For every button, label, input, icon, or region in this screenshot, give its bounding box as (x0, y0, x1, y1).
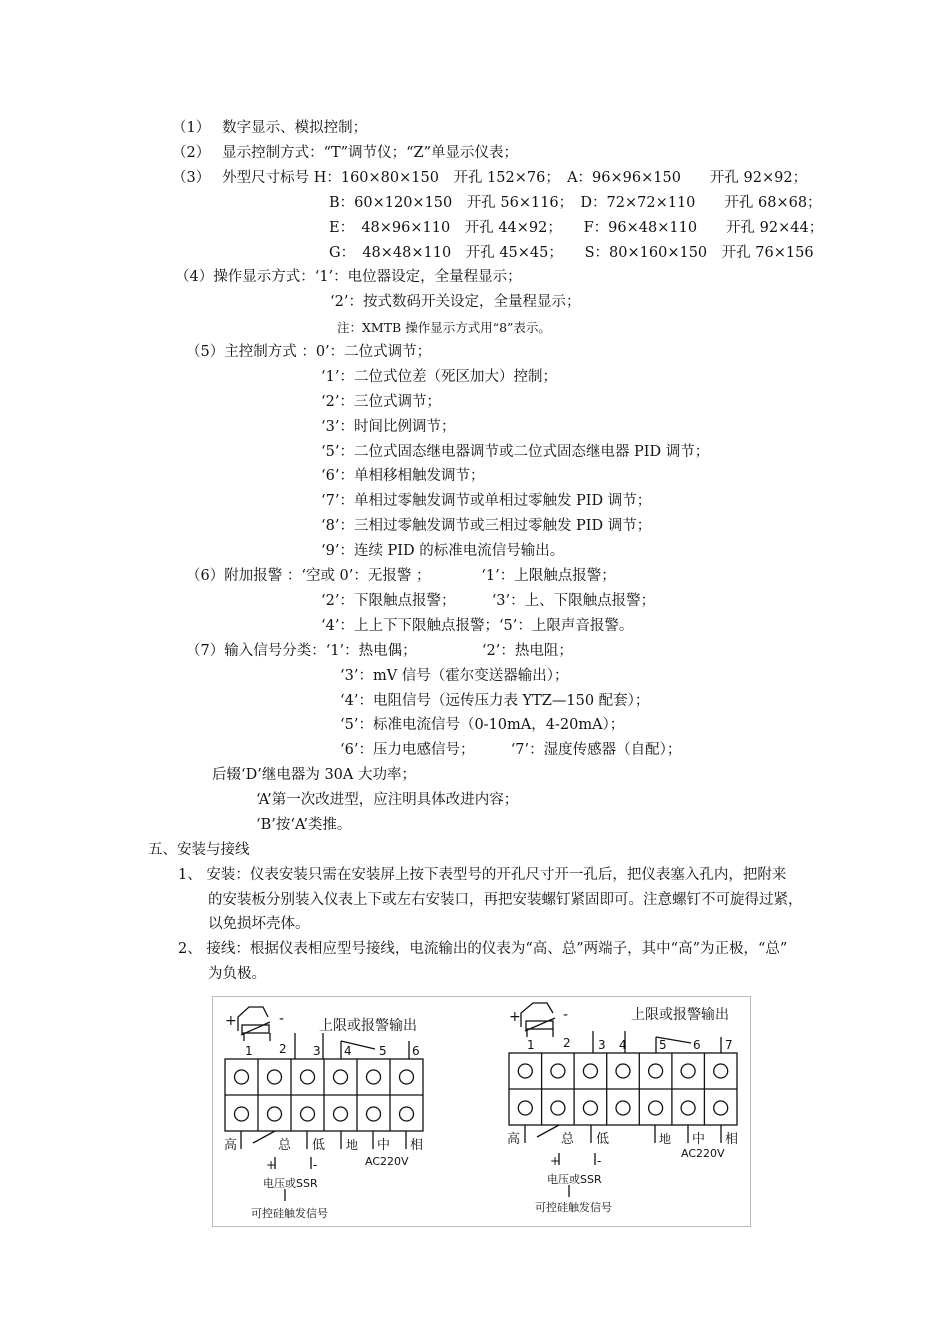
left-pin-6: 6 (412, 1044, 420, 1058)
left-ssr-plus: + (266, 1158, 277, 1172)
right-ssr-label: 电压或SSR (547, 1173, 602, 1186)
right-scr-label: 可控硅触发信号 (535, 1201, 612, 1214)
text-line-4: B：60×120×150 开孔 56×116； D：72×72×110 开孔 68×68； (329, 195, 822, 211)
left-minus-label: - (279, 1011, 285, 1027)
right-wiring-diagram (509, 1003, 737, 1197)
text-line-32: 的安装板分别装入仪表上下或左右安装口，再把安装螺钉紧固即可。注意螺钉不可旋得过紧， (208, 892, 803, 908)
right-minus-label: - (563, 1007, 569, 1023)
text-line-7: （4）操作显示方式：‘1’：电位器设定，全量程显示； (175, 269, 522, 285)
left-plus-label: + (225, 1013, 237, 1029)
text-line-27: 后辍‘D’继电器为 30A 大功率； (212, 767, 416, 783)
left-term-low: 低 (312, 1138, 326, 1153)
text-line-12: ‘2’：三位式调节； (321, 394, 441, 410)
text-line-31: 1、 安装：仪表安装只需在安装屏上按下表型号的开孔尺寸开一孔后，把仪表塞入孔内，把附来 (178, 867, 787, 883)
text-line-16: ‘7’：单相过零触发调节或单相过零触发 PID 调节； (321, 493, 652, 509)
left-title: 上限或报警输出 (319, 1018, 417, 1034)
text-line-19: （6）附加报警 ：‘空或 0’：无报警 ； ‘1’：上限触点报警； (186, 568, 616, 584)
right-ac-label: AC220V (681, 1147, 725, 1160)
left-pin-4: 4 (344, 1044, 352, 1058)
right-term-total: 总 (561, 1132, 575, 1147)
text-line-6: G： 48×48×110 开孔 45×45； S：80×160×150 开孔 76×156 (329, 245, 814, 261)
text-line-22: （7）输入信号分类：‘1’：热电偶； ‘2’：热电阻； (186, 643, 573, 659)
text-line-28: ‘A’第一次改进型，应注明具体改进内容； (256, 792, 519, 808)
left-ssr-minus: - (313, 1158, 318, 1172)
text-line-18: ‘9’：连续 PID 的标准电流信号输出。 (321, 543, 565, 559)
left-ac-label: AC220V (365, 1155, 409, 1168)
right-pin-6: 6 (693, 1038, 701, 1052)
left-term-phase: 相 (410, 1138, 424, 1153)
left-term-ground: 地 (346, 1138, 359, 1152)
right-pin-2: 2 (563, 1036, 571, 1050)
right-term-high: 高 (507, 1132, 521, 1147)
right-pin-1: 1 (527, 1038, 535, 1052)
text-line-8: ‘2’：按式数码开关设定，全量程显示； (330, 294, 581, 310)
text-line-26: ‘6’：压力电感信号； ‘7’：湿度传感器（自配）； (340, 742, 682, 758)
left-term-high: 高 (224, 1138, 238, 1153)
left-pin-3: 3 (313, 1044, 321, 1058)
right-pin-3: 3 (598, 1038, 606, 1052)
text-line-2: （2） 显示控制方式：“T”调节仪；“Z”单显示仪表； (172, 145, 518, 161)
right-term-phase: 相 (725, 1132, 739, 1147)
text-line-13: ‘3’：时间比例调节； (321, 419, 456, 435)
left-scr-label: 可控硅触发信号 (251, 1207, 328, 1220)
text-line-35: 为负极。 (208, 966, 266, 982)
left-pin-5: 5 (379, 1044, 387, 1058)
text-line-20: ‘2’：下限触点报警； ‘3’：上、下限触点报警； (321, 593, 656, 609)
text-line-11: ‘1’：二位式位差（死区加大）控制； (321, 369, 557, 385)
right-ssr-minus: - (597, 1154, 602, 1168)
text-line-17: ‘8’：三相过零触发调节或三相过零触发 PID 调节； (321, 518, 652, 534)
text-line-21: ‘4’：上上下下限触点报警；‘5’：上限声音报警。 (321, 618, 634, 634)
text-line-29: ‘B’按‘A’类推。 (256, 817, 352, 833)
right-term-low: 低 (596, 1132, 610, 1147)
text-line-3: （3） 外型尺寸标号 H：160×80×150 开孔 152×76； A：96×96×150 开孔 92×92； (172, 170, 808, 186)
wiring-figure (212, 996, 751, 1227)
text-line-1: （1） 数字显示、模拟控制； (172, 120, 368, 136)
left-term-neutral: 中 (377, 1138, 391, 1153)
text-line-24: ‘4’：电阻信号（远传压力表 YTZ—150 配套）； (340, 693, 650, 709)
right-ssr-plus: + (550, 1154, 561, 1168)
right-plus-label: + (509, 1009, 521, 1025)
text-line-34: 2、 接线：根据仪表相应型号接线，电流输出的仪表为“高、总”两端子，其中“高”为正极，“总” (178, 941, 788, 957)
left-term-total: 总 (278, 1138, 292, 1153)
text-line-25: ‘5’：标准电流信号（0-10mA，4-20mA）； (340, 717, 625, 733)
section-heading: 五、安装与接线 (148, 842, 250, 858)
note-line: 注：XMTB 操作显示方式用“8”表示。 (337, 320, 551, 335)
left-pin-1: 1 (245, 1044, 253, 1058)
text-line-14: ‘5’：二位式固态继电器调节或二位式固态继电器 PID 调节； (321, 444, 710, 460)
text-line-23: ‘3’：mV 信号（霍尔变送器输出）； (340, 668, 569, 684)
text-line-33: 以免损坏壳体。 (208, 916, 310, 932)
wiring-diagrams-svg (213, 997, 750, 1226)
right-term-neutral: 中 (692, 1132, 706, 1147)
text-line-15: ‘6’：单相移相触发调节； (321, 468, 485, 484)
left-wiring-diagram (225, 1007, 423, 1201)
left-ssr-label: 电压或SSR (263, 1177, 318, 1190)
left-pin-2: 2 (279, 1042, 287, 1056)
right-pin-7: 7 (725, 1038, 733, 1052)
right-term-ground: 地 (659, 1132, 672, 1146)
text-line-10: （5）主控制方式 ：0’：二位式调节； (186, 344, 432, 360)
text-line-5: E： 48×96×110 开孔 44×92； F：96×48×110 开孔 92×44； (329, 220, 824, 236)
right-pin-4: 4 (619, 1038, 627, 1052)
right-pin-5: 5 (659, 1038, 667, 1052)
right-title: 上限或报警输出 (631, 1007, 729, 1023)
